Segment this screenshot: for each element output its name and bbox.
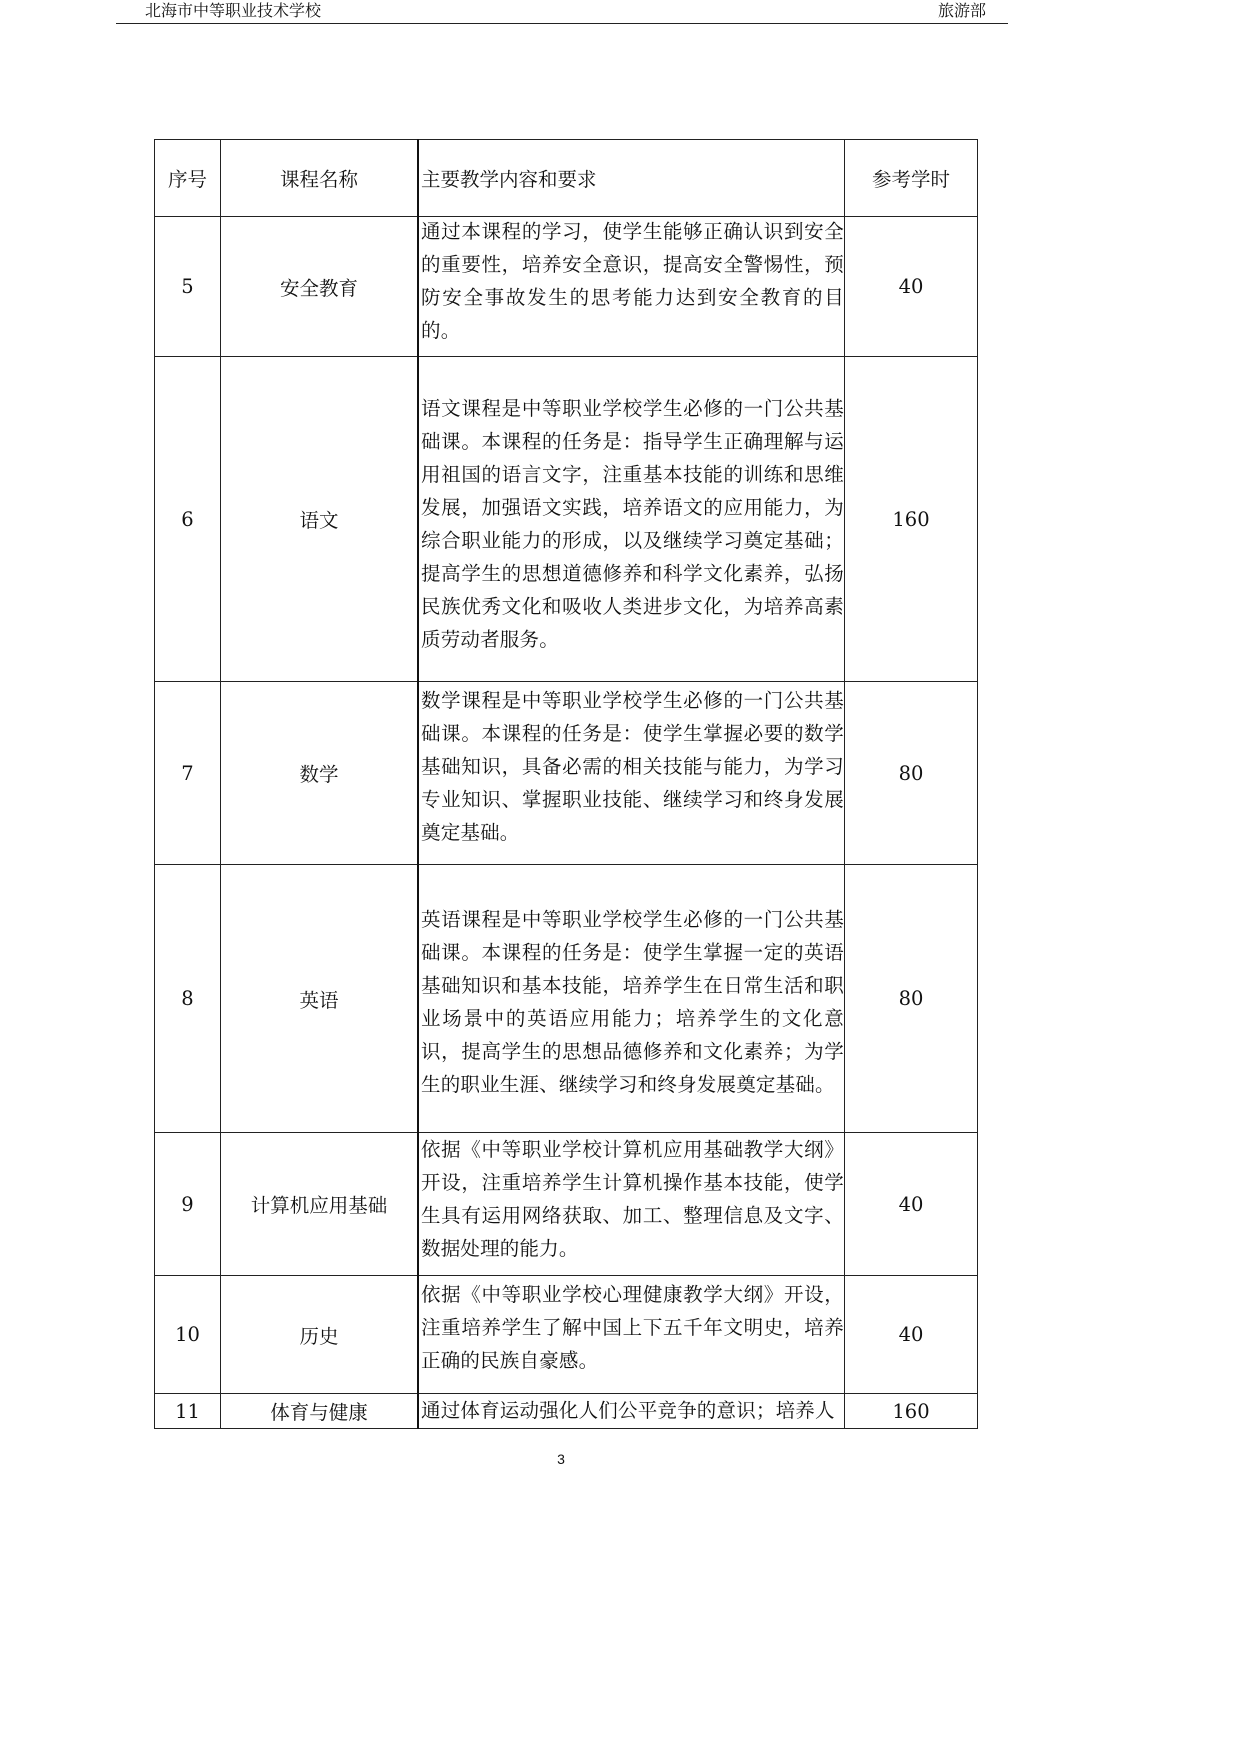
course-content: 依据《中等职业学校心理健康教学大纲》开设，注重培养学生了解中国上下五千年文明史，培养正确的民族自豪感。 [421, 1283, 844, 1372]
table-header-row [155, 140, 978, 217]
course-content: 语文课程是中等职业学校学生必修的一门公共基础课。本课程的任务是：指导学生正确理解与运用祖国的语言文字，注重基本技能的训练和思维发展，加强语文实践，培养语文的应用能力，为综合职业能力的形成，以及继续学习奠定基础；提高学生的思想道德修养和科学文化素养，弘扬民族优秀文化和吸收人类进步文化，为培养高素质劳动者服务。 [421, 397, 844, 651]
course-name: 计算机应用基础 [221, 1133, 419, 1276]
course-table [154, 139, 978, 1429]
course-content-cell [418, 682, 845, 865]
course-content: 通过本课程的学习，使学生能够正确认识到安全的重要性，培养安全意识，提高安全警惕性，预防安全事故发生的思考能力达到安全教育的目的。 [421, 219, 844, 342]
school-name: 北海市中等职业技术学校 [145, 1, 322, 20]
table-row [155, 217, 978, 357]
course-hours: 80 [845, 682, 978, 865]
course-hours: 40 [845, 1133, 978, 1276]
row-number: 11 [155, 1394, 221, 1429]
row-number: 10 [155, 1276, 221, 1394]
course-hours: 160 [845, 357, 978, 682]
course-content-cell [418, 1276, 845, 1394]
course-content: 英语课程是中等职业学校学生必修的一门公共基础课。本课程的任务是：使学生掌握一定的英语基础知识和基本技能，培养学生在日常生活和职业场景中的英语应用能力；培养学生的文化意识，提高学生的思想品德修养和文化素养；为学生的职业生涯、继续学习和终身发展奠定基础。 [421, 907, 844, 1096]
course-name: 数学 [221, 682, 419, 865]
table-row [155, 357, 978, 682]
row-number: 9 [155, 1133, 221, 1276]
course-name: 语文 [221, 357, 419, 682]
table-row [155, 682, 978, 865]
course-hours: 80 [845, 865, 978, 1133]
column-header-number: 序号 [155, 140, 221, 217]
course-name: 体育与健康 [221, 1394, 419, 1429]
table-row [155, 865, 978, 1133]
row-number: 7 [155, 682, 221, 865]
course-hours: 40 [845, 217, 978, 357]
column-header-content: 主要教学内容和要求 [418, 140, 845, 217]
course-content-cell [418, 1394, 845, 1429]
row-number: 5 [155, 217, 221, 357]
column-header-course-name: 课程名称 [221, 140, 419, 217]
course-name: 历史 [221, 1276, 419, 1394]
table-row [155, 1394, 978, 1429]
course-content: 依据《中等职业学校计算机应用基础教学大纲》开设，注重培养学生计算机操作基本技能，使学生具有运用网络获取、加工、整理信息及文字、数据处理的能力。 [421, 1138, 844, 1260]
column-header-hours: 参考学时 [845, 140, 978, 217]
course-hours: 160 [845, 1394, 978, 1429]
row-number: 6 [155, 357, 221, 682]
table-row [155, 1133, 978, 1276]
page-number: 3 [557, 1451, 565, 1467]
page-header [116, 0, 1008, 24]
course-content: 通过体育运动强化人们公平竞争的意识；培养人 [421, 1399, 835, 1422]
course-content-cell [418, 1133, 845, 1276]
course-name: 安全教育 [221, 217, 419, 357]
department-name: 旅游部 [937, 1, 986, 20]
row-number: 8 [155, 865, 221, 1133]
course-content-cell [418, 217, 845, 357]
course-name: 英语 [221, 865, 419, 1133]
course-content: 数学课程是中等职业学校学生必修的一门公共基础课。本课程的任务是：使学生掌握必要的数学基础知识，具备必需的相关技能与能力，为学习专业知识、掌握职业技能、继续学习和终身发展奠定基础。 [421, 688, 844, 844]
table-row [155, 1276, 978, 1394]
course-hours: 40 [845, 1276, 978, 1394]
course-content-cell [418, 865, 845, 1133]
course-content-cell [418, 357, 845, 682]
